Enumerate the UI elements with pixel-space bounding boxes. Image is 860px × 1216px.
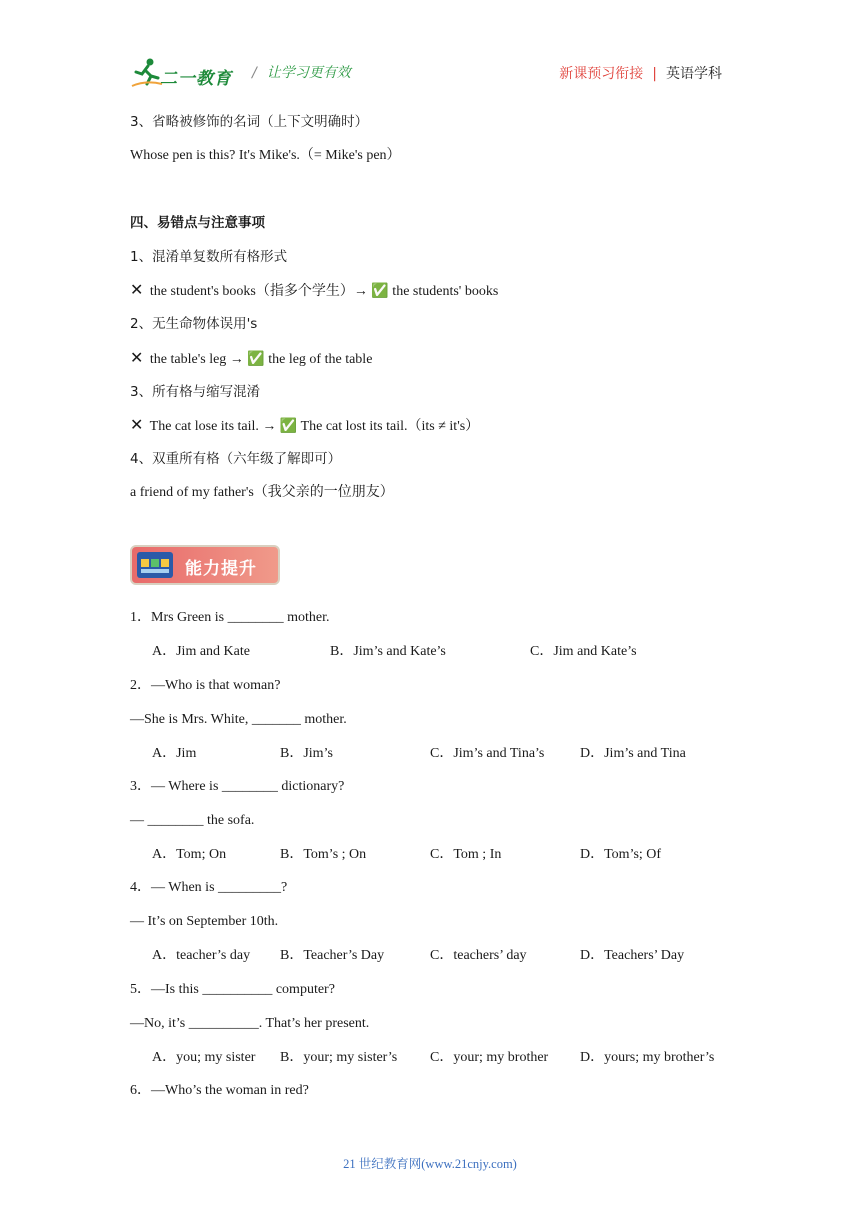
question-2-option: B．Jim’s <box>280 746 333 761</box>
wrong-mark-icon: ✕ <box>130 348 144 367</box>
question-2-option: A．Jim <box>152 746 197 761</box>
question-3-line: 3．— Where is ________ dictionary? <box>130 779 345 794</box>
banner-label: 能力提升 <box>185 559 257 579</box>
page-header <box>130 56 730 96</box>
question-1-option: A．Jim and Kate <box>152 644 250 659</box>
question-3-option: B．Tom’s ; On <box>280 847 367 862</box>
question-5-line: —No, it’s __________. That’s her present. <box>130 1016 370 1031</box>
ability-banner <box>130 545 280 585</box>
slogan <box>252 62 351 82</box>
runner-logo-icon <box>130 56 164 90</box>
question-5-line: 5．—Is this __________ computer? <box>130 982 335 997</box>
question-4-option: D．Teachers’ Day <box>580 948 685 963</box>
pitfall-3-title: 3、所有格与缩写混淆 <box>130 384 261 400</box>
wrong-mark-icon: ✕ <box>130 280 144 299</box>
question-3-option: D．Tom’s; Of <box>580 847 662 862</box>
question-3-line: — ________ the sofa. <box>130 813 255 828</box>
pitfall-4-example: a friend of my father's（我父亲的一位朋友） <box>130 485 394 500</box>
question-5-option: A．you; my sister <box>152 1050 256 1065</box>
question-2-line: 2．—Who is that woman? <box>130 678 281 693</box>
pitfall-2-text: the table's leg → ✅ the leg of the table <box>146 352 373 367</box>
question-5-option: D．yours; my brother’s <box>580 1050 715 1065</box>
question-2-option: D．Jim’s and Tina <box>580 746 686 761</box>
pitfall-2-title: 2、无生命物体误用's <box>130 316 258 332</box>
question-2-option: C．Jim’s and Tina’s <box>430 746 545 761</box>
note-item-3-example: Whose pen is this? It's Mike's.（= Mike's pen） <box>130 148 401 163</box>
section-4-heading: 四、易错点与注意事项 <box>130 215 265 231</box>
question-4-line: — It’s on September 10th. <box>130 914 279 929</box>
question-1-line: 1．Mrs Green is ________ mother. <box>130 610 330 625</box>
pitfall-1-example <box>130 280 498 302</box>
note-item-3-title: 3、省略被修饰的名词（上下文明确时） <box>130 114 369 130</box>
page-footer: 21 世纪教育网(www.21cnjy.com) <box>343 1157 517 1171</box>
slogan-text: 让学习更有效 <box>266 65 351 81</box>
question-5-option: C．your; my brother <box>430 1050 549 1065</box>
pitfall-4-title: 4、双重所有格（六年级了解即可） <box>130 451 342 467</box>
question-4-option: C．teachers’ day <box>430 948 527 963</box>
slogan-slash: / <box>252 65 257 81</box>
pitfall-3-text: The cat lose its tail. → ✅ The cat lost its tail.（its ≠ it's） <box>146 419 480 434</box>
question-3-option: A．Tom; On <box>152 847 227 862</box>
wrong-mark-icon: ✕ <box>130 415 144 434</box>
course-title: 新课预习衔接 <box>559 66 644 82</box>
header-course-info <box>559 63 722 83</box>
question-4-line: 4．— When is _________? <box>130 880 288 895</box>
question-5-option: B．your; my sister’s <box>280 1050 398 1065</box>
question-4-option: B．Teacher’s Day <box>280 948 385 963</box>
header-separator: | <box>652 66 657 82</box>
question-6-line: 6．—Who’s the woman in red? <box>130 1083 309 1098</box>
pitfall-1-title: 1、混淆单复数所有格形式 <box>130 249 288 265</box>
question-1-option: C．Jim and Kate’s <box>530 644 637 659</box>
pitfall-1-text: the student's books（指多个学生）→ ✅ the students' books <box>146 284 499 299</box>
pitfall-3-example <box>130 415 479 437</box>
pitfall-2-example <box>130 348 372 370</box>
question-3-option: C．Tom ; In <box>430 847 502 862</box>
subject-label: 英语学科 <box>666 66 722 82</box>
question-4-option: A．teacher’s day <box>152 948 251 963</box>
question-1-option: B．Jim’s and Kate’s <box>330 644 446 659</box>
question-2-line: —She is Mrs. White, _______ mother. <box>130 712 347 727</box>
logo <box>130 56 240 90</box>
logo-text: 二一教育 <box>160 69 232 89</box>
